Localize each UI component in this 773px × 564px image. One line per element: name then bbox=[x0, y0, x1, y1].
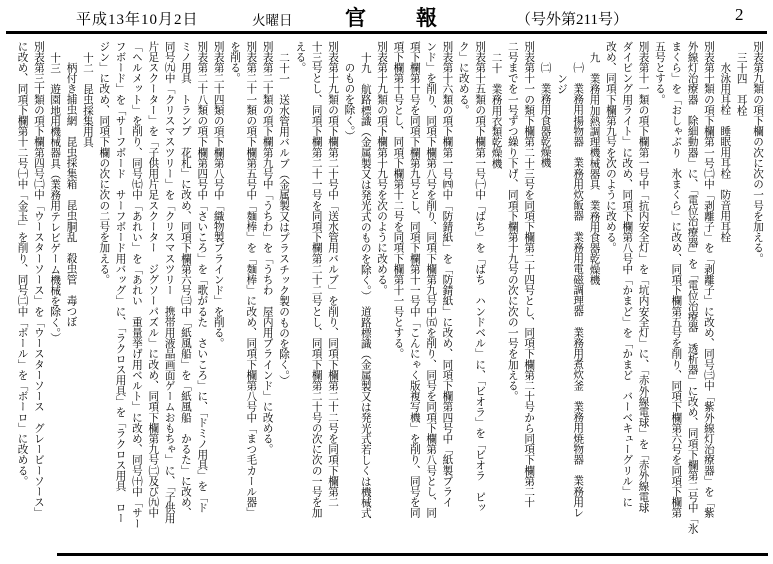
issue-date: 平成13年10月2日 bbox=[76, 12, 199, 28]
text-column-10: 改め、同項下欄第九号を次のように改める。 bbox=[604, 41, 616, 253]
text-column-14: ㈡ 業務用食器乾燥機 bbox=[539, 62, 551, 169]
text-column-12: ㈠ 業務用揚物器 業務用炊飯器 業務用電磁調理器 業務用煮炊釜 業務用焼物器 業務用レ bbox=[572, 62, 584, 518]
text-column-42: 十二 昆虫採集用具 bbox=[81, 51, 93, 147]
bottom-rule bbox=[57, 553, 768, 556]
text-column-43: 柄付き捕虫網 昆虫採集箱 昆虫胴乱 殺虫管 毒つぼ bbox=[65, 62, 77, 328]
text-column-30: 二十一 送水管用バルブ（金属製又はプラスチック製のものを除く。） bbox=[278, 51, 290, 386]
text-column-36: ミノ用具 トランプ 花札」に改め、同項下欄第六号㈢中「紙風船」を「紙風船 かるた」に改め、 bbox=[179, 41, 191, 518]
text-column-34: 別表第二十四類の項下欄第八号中「織物製ブラインド」を削る。 bbox=[212, 41, 224, 349]
text-column-32: 別表第二十一類の項下欄第五号中「麺棒」を「麺棒」に改め、同項下欄第八号中「まつ毛カール器」 bbox=[245, 41, 257, 518]
text-column-35: 別表第二十八類の項下欄第四号中「さいころ」を「歌がるた さいころ」に、「ドミノ用具」を「ド bbox=[196, 41, 208, 513]
issue-number: （号外第211号） bbox=[516, 12, 628, 28]
text-column-2: 三十四 耳栓 bbox=[735, 51, 747, 116]
text-column-38: 片足スクーター」を「子供用片足スクーター ジグソーパズル」に改め、同項下欄第九号㈡及び㈨中 bbox=[147, 41, 159, 518]
text-column-41: ジン」に改め、同項下欄の次に次の二号を加える。 bbox=[98, 41, 110, 285]
text-column-22: 項下欄第十号を同項下欄第九号とし、同項下欄第十一号中「こんにゃく版複写機」を削り、同号を同 bbox=[408, 41, 420, 518]
text-column-19: ク」に改める。 bbox=[457, 41, 469, 116]
text-column-5: 外線灯治療器 除細動器」に、「電位治療器」を「電位治療器 透析器」に改め、同項下欄第二号中「氷 bbox=[686, 41, 698, 534]
text-column-45: 別表第三十類の項下欄第四号㈡中「ウースターソース」を「ウースターソース グレービーソース」 bbox=[32, 41, 44, 518]
issue-weekday: 火曜日 bbox=[252, 13, 293, 28]
text-column-40: フボード」を「サーフボード サーフボード用バッグ」に、「ラクロス用具」を「ラクロス用具 ロー bbox=[114, 41, 126, 524]
text-column-8: 別表第十一類の項下欄第一号中「抗内安全灯」を「坑内安全灯」に、「赤外線電球」を「赤外線電球 bbox=[637, 41, 649, 513]
text-column-33: を削る。 bbox=[229, 41, 240, 84]
text-column-37: 同号㈨中「クリスマスツリー」を「クリスマスツリー 携帯用液晶画面ゲームおもちゃ」に、「子供用 bbox=[163, 41, 175, 524]
text-column-1: 別表第九類の項下欄の次に次の一号を加える。 bbox=[752, 41, 763, 264]
text-column-7: 五号とする。 bbox=[653, 41, 665, 105]
text-column-20: 別表第十六類の項下欄第一号㈣中「防錆紙」を「防錆紙」に改め、同項下欄第四号中「紙製ブライ bbox=[441, 41, 453, 508]
text-column-44: 十三 遊園地用機械器具（業務用テレビゲーム機械を除く。） bbox=[49, 51, 61, 344]
text-column-11: 九 業務用加熱調理機械器具 業務用食器乾燥機 bbox=[588, 51, 600, 285]
text-column-25: 十九 航路標識（金属製又は発光式のものを除く。） 道路標識（金属製又は発光式若しくは機械式 bbox=[359, 51, 371, 518]
text-column-4: 別表第十類の項下欄第一号㈡中「剥離子」を「剥離子」に改め、同号㈢中「紫外線灯治療器」を「紫 bbox=[702, 41, 714, 518]
page-number: 2 bbox=[735, 5, 744, 24]
text-columns bbox=[7, 41, 765, 553]
text-column-31: 別表第二十類の項下欄第九号中「うちわ」を「うちわ 屋内用ブラインド」に改める。 bbox=[261, 41, 273, 455]
text-column-26: のものを除く。） bbox=[343, 62, 355, 142]
text-column-21: ンド」を削り、同項下欄第八号を削り、同項下欄第九号中㈤を削り、同号を同項下欄第八号とし、同 bbox=[425, 41, 437, 518]
text-column-3: 水泳用耳栓 睡眠用耳栓 防音用耳栓 bbox=[719, 62, 731, 243]
header-rule bbox=[6, 31, 767, 34]
text-column-17: 二十 業務用衣類乾燥機 bbox=[490, 51, 502, 169]
text-column-29: える。 bbox=[294, 41, 306, 73]
text-column-6: まくら」を「おしゃぶり 氷まくら」に改め、同項下欄第五号を削り、同項下欄第六号を同項下欄第 bbox=[670, 41, 682, 518]
gazette-title: 官報 bbox=[345, 6, 487, 30]
text-column-18: 別表第十五類の項下欄第一号㈠中「ばち」を「ばち ハンドベル」に、「ビオラ」を「ビオラ ピッ bbox=[474, 41, 486, 513]
text-column-9: ダイビング用ライト」に改め、同項下欄第八号中「かまど」を「かまど バーベキューグリル」に bbox=[621, 41, 633, 508]
text-column-28: 十三号とし、同項下欄第二十一号を同項下欄第二十二号とし、同項下欄第二十号の次に次の一号を加 bbox=[310, 41, 322, 518]
text-column-27: 別表第十九類の項下欄第二十号中「送水管用バルブ」を削り、同項下欄第二十二号を同項下欄第二 bbox=[327, 41, 339, 508]
text-column-24: 別表第十九類の項下欄第十九号を次のように改める。 bbox=[376, 41, 388, 296]
text-column-16: 二号までを一号ずつ繰り下げ、同項下欄第十九号の次に次の一号を加える。 bbox=[506, 41, 518, 402]
text-column-39: 「ヘルメット」を削り、同号㈦中「あれい」を「あれい 重量挙げ用ベルト」に改め、同号㈩中「サー bbox=[130, 41, 142, 529]
text-column-46: に改め、同項下欄第十二号㈠中「金玉」を削り、同号㈡中「ボール」を「ボーロ」に改める。 bbox=[16, 41, 28, 487]
text-column-13: ンジ bbox=[555, 72, 567, 94]
text-column-23: 項下欄第十号とし、同項下欄第十二号を同項下欄第十一号とする。 bbox=[392, 41, 404, 359]
page-header bbox=[0, 0, 773, 32]
text-column-15: 別表第十一の類下欄第二十三号を同項下欄第二十四号とし、同項下欄第二十号から同項下欄第二十 bbox=[523, 41, 535, 508]
